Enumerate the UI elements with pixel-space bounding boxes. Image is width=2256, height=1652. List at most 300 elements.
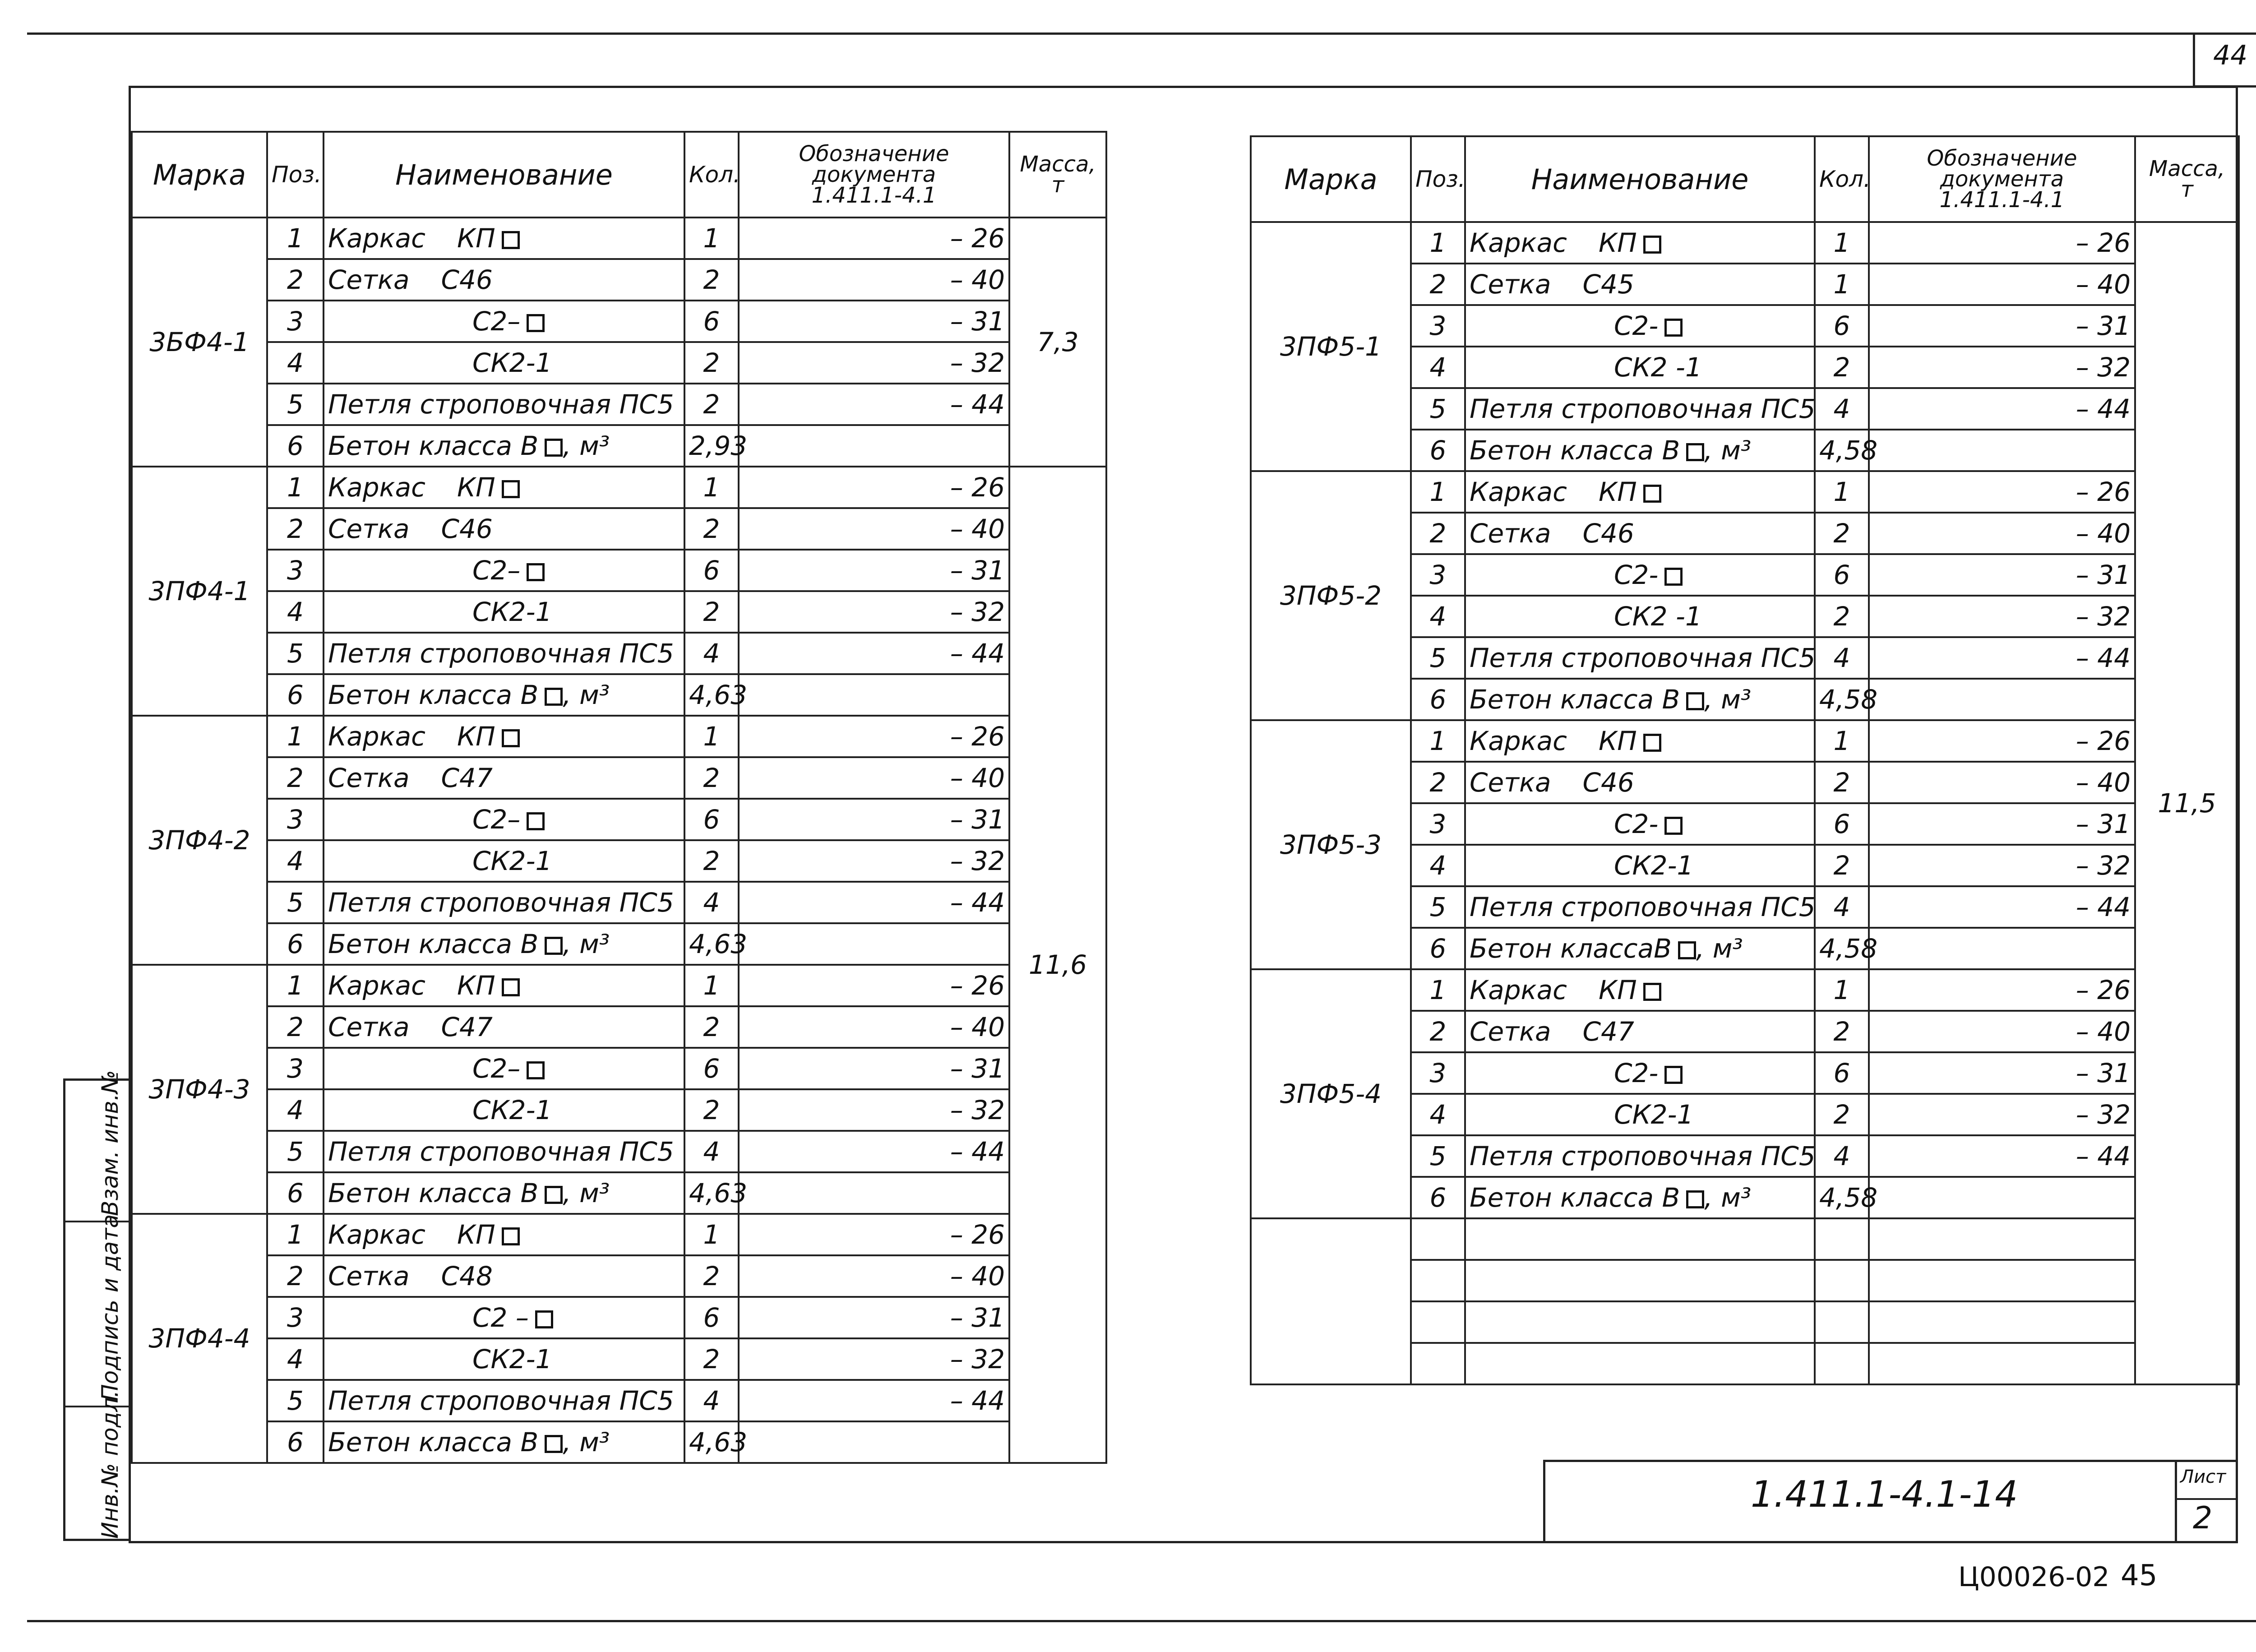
left-spec-table: [131, 131, 1107, 1464]
header-massa-l1: Масса,: [2149, 156, 2225, 181]
kol-cell: 2: [684, 1006, 739, 1048]
table-row: [132, 591, 1106, 633]
poz-cell: 3: [267, 550, 324, 591]
oboz-cell: – 40: [739, 1255, 1009, 1297]
placeholder-box-icon: [1686, 443, 1704, 461]
poz-cell: 1: [267, 965, 324, 1006]
name-cell: [324, 467, 684, 508]
kol-cell: 2: [684, 508, 739, 550]
placeholder-box-icon: [545, 1186, 563, 1204]
empty-cell: [1411, 1260, 1465, 1301]
name-sub: СК2-1: [472, 1344, 552, 1374]
marka-cell: 3ПФ5-1: [1251, 222, 1411, 471]
kol-cell: 4: [684, 882, 739, 923]
kol-cell: 4,58: [1815, 928, 1869, 969]
poz-cell: 5: [267, 1131, 324, 1172]
name-cell: [324, 1297, 684, 1338]
name-main: Петля строповочная ПС5: [328, 389, 674, 420]
table-row: [132, 716, 1106, 757]
name-main: Бетон класса В: [328, 1178, 539, 1208]
empty-cell: [1411, 1343, 1465, 1384]
placeholder-box-icon: [1664, 1066, 1683, 1084]
header-massa-l2: т: [1051, 172, 1064, 198]
poz-cell: 6: [267, 1421, 324, 1463]
name-sub: СК2-1: [1614, 850, 1694, 881]
poz-cell: 3: [267, 1048, 324, 1089]
name-main: Бетон класса В: [328, 929, 539, 959]
poz-cell: 6: [1411, 1177, 1465, 1218]
kol-cell: 1: [684, 965, 739, 1006]
name-cell: [324, 591, 684, 633]
oboz-cell: – 26: [1869, 222, 2135, 264]
placeholder-box-icon: [1678, 941, 1696, 959]
header-massa: [1009, 132, 1106, 217]
name-sub: С46: [441, 264, 493, 295]
name-main: Сетка: [328, 763, 410, 793]
poz-cell: 1: [267, 1214, 324, 1255]
marka-cell: 3ПФ5-4: [1251, 969, 1411, 1218]
oboz-cell: – 26: [739, 467, 1009, 508]
kol-cell: 2: [1815, 1011, 1869, 1052]
oboz-cell: – 40: [739, 508, 1009, 550]
empty-cell: [1869, 1218, 2135, 1260]
name-cell: [324, 1338, 684, 1380]
oboz-cell: – 44: [1869, 388, 2135, 430]
footer-code: Ц00026-02: [1958, 1561, 2110, 1593]
name-sub: С46: [1582, 767, 1634, 798]
table-row: [1251, 720, 2239, 762]
name-main: Петля строповочная ПС5: [328, 887, 674, 918]
name-main: Каркас: [1470, 726, 1567, 756]
oboz-cell: – 44: [739, 384, 1009, 425]
poz-cell: 2: [267, 757, 324, 799]
name-sub: С46: [1582, 518, 1634, 549]
name-sub: С2 –: [472, 1302, 529, 1333]
name-cell: [1465, 471, 1815, 513]
name-cell: [324, 923, 684, 965]
name-sub: С48: [441, 1261, 493, 1291]
right-header-row: [1251, 136, 2239, 222]
kol-cell: 6: [684, 1297, 739, 1338]
poz-cell: 6: [1411, 430, 1465, 471]
name-main: Бетон класса В: [1470, 684, 1680, 715]
oboz-cell: – 31: [1869, 803, 2135, 845]
oboz-cell: – 32: [1869, 347, 2135, 388]
name-cell: [324, 384, 684, 425]
name-cell: [324, 1006, 684, 1048]
poz-cell: 4: [267, 1338, 324, 1380]
oboz-cell: – 31: [739, 301, 1009, 342]
kol-cell: 1: [1815, 720, 1869, 762]
name-cell: [1465, 1135, 1815, 1177]
name-cell: [324, 508, 684, 550]
poz-cell: 3: [1411, 1052, 1465, 1094]
empty-cell: [1411, 1301, 1465, 1343]
header-oboz-l2: документа: [812, 162, 936, 187]
poz-cell: 4: [1411, 845, 1465, 886]
kol-cell: 4,63: [684, 1421, 739, 1463]
oboz-cell: – 32: [739, 1338, 1009, 1380]
name-sub: , м³: [563, 929, 610, 959]
name-main: Петля строповочная ПС5: [328, 638, 674, 669]
poz-cell: 3: [267, 301, 324, 342]
table-row: [1251, 969, 2239, 1011]
name-cell: [324, 1089, 684, 1131]
name-sub: КП: [457, 721, 495, 752]
kol-cell: 1: [1815, 222, 1869, 264]
kol-cell: 6: [684, 550, 739, 591]
name-cell: [1465, 222, 1815, 264]
oboz-cell: – 31: [739, 550, 1009, 591]
name-sub: , м³: [1704, 1182, 1752, 1213]
poz-cell: 2: [267, 1006, 324, 1048]
kol-cell: 6: [684, 1048, 739, 1089]
table-row: [132, 342, 1106, 384]
name-sub: СК2 -1: [1614, 601, 1702, 632]
name-main: Сетка: [328, 1261, 410, 1291]
name-sub: С46: [441, 514, 493, 544]
poz-cell: 1: [1411, 222, 1465, 264]
poz-cell: 2: [1411, 513, 1465, 554]
poz-cell: 3: [267, 1297, 324, 1338]
poz-cell: 5: [1411, 1135, 1465, 1177]
name-sub: С2-: [1614, 560, 1659, 590]
name-sub: , м³: [1704, 684, 1752, 715]
poz-cell: 5: [1411, 637, 1465, 679]
oboz-cell: – 32: [739, 591, 1009, 633]
name-cell: [1465, 679, 1815, 720]
poz-cell: 3: [1411, 554, 1465, 596]
corner-number: 44: [2213, 40, 2248, 71]
name-main: Каркас: [328, 721, 425, 752]
kol-cell: 2: [1815, 513, 1869, 554]
oboz-cell: – 26: [739, 965, 1009, 1006]
oboz-cell: [739, 923, 1009, 965]
table-row: [132, 1338, 1106, 1380]
name-cell: [324, 840, 684, 882]
marka-cell: 3ПФ5-2: [1251, 471, 1411, 720]
table-row: [132, 923, 1106, 965]
oboz-cell: – 26: [1869, 720, 2135, 762]
header-massa: [2135, 136, 2239, 222]
oboz-cell: – 31: [739, 1048, 1009, 1089]
kol-cell: 4,58: [1815, 1177, 1869, 1218]
empty-cell: [1251, 1218, 1411, 1384]
table-row: [1251, 222, 2239, 264]
placeholder-box-icon: [527, 1061, 545, 1079]
name-sub: С45: [1582, 269, 1634, 300]
name-cell: [324, 259, 684, 301]
oboz-cell: – 44: [739, 1380, 1009, 1421]
table-row: [132, 1006, 1106, 1048]
name-cell: [1465, 928, 1815, 969]
header-name: Наименование: [1465, 136, 1815, 222]
name-main: Бетон класса В: [1470, 1182, 1680, 1213]
name-main: Петля строповочная ПС5: [328, 1136, 674, 1167]
name-cell: [1465, 1094, 1815, 1135]
name-cell: [1465, 305, 1815, 347]
name-main: Бетон класса В: [1470, 435, 1680, 466]
placeholder-box-icon: [1643, 983, 1661, 1001]
placeholder-box-icon: [545, 439, 563, 457]
name-cell: [324, 217, 684, 259]
empty-cell: [1411, 1218, 1465, 1260]
marka-cell: 3ПФ4-1: [132, 467, 267, 716]
kol-cell: 2: [684, 591, 739, 633]
name-sub: С2–: [472, 555, 521, 586]
poz-cell: 5: [267, 882, 324, 923]
name-cell: [324, 716, 684, 757]
oboz-cell: – 26: [739, 1214, 1009, 1255]
oboz-cell: – 40: [1869, 264, 2135, 305]
name-sub: С2–: [472, 1053, 521, 1084]
poz-cell: 6: [1411, 928, 1465, 969]
name-main: Каркас: [328, 970, 425, 1001]
kol-cell: 2: [1815, 845, 1869, 886]
kol-cell: 4,63: [684, 674, 739, 716]
name-cell: [1465, 1052, 1815, 1094]
poz-cell: 1: [1411, 471, 1465, 513]
header-oboz-l2: документа: [1940, 167, 2064, 192]
name-sub: КП: [1599, 975, 1637, 1005]
oboz-cell: – 26: [1869, 471, 2135, 513]
oboz-cell: [739, 674, 1009, 716]
oboz-cell: – 32: [1869, 1094, 2135, 1135]
poz-cell: 6: [267, 923, 324, 965]
name-sub: СК2-1: [472, 846, 552, 876]
name-cell: [1465, 969, 1815, 1011]
name-main: Каркас: [1470, 975, 1567, 1005]
name-sub: , м³: [563, 1178, 610, 1208]
name-cell: [1465, 347, 1815, 388]
name-sub: КП: [1599, 477, 1637, 507]
poz-cell: 5: [267, 384, 324, 425]
name-main: Сетка: [328, 264, 410, 295]
header-oboz: [1869, 136, 2135, 222]
placeholder-box-icon: [1686, 692, 1704, 710]
placeholder-box-icon: [1686, 1190, 1704, 1208]
name-cell: [1465, 554, 1815, 596]
kol-cell: 4: [684, 1380, 739, 1421]
table-row: [132, 965, 1106, 1006]
name-cell: [324, 1421, 684, 1463]
kol-cell: 1: [684, 1214, 739, 1255]
name-main: Каркас: [1470, 227, 1567, 258]
left-table-body: [132, 217, 1106, 1463]
name-cell: [324, 757, 684, 799]
list-label: Лист: [2180, 1467, 2226, 1487]
marka-cell: 3ПФ5-3: [1251, 720, 1411, 969]
name-cell: [1465, 886, 1815, 928]
table-row: [132, 1131, 1106, 1172]
oboz-cell: – 31: [1869, 554, 2135, 596]
table-row: [132, 840, 1106, 882]
empty-cell: [1815, 1343, 1869, 1384]
empty-cell: [1815, 1301, 1869, 1343]
name-cell: [324, 550, 684, 591]
name-cell: [324, 342, 684, 384]
kol-cell: 2: [1815, 762, 1869, 803]
placeholder-box-icon: [502, 1227, 520, 1245]
table-row: [132, 1421, 1106, 1463]
name-sub: С2-: [1614, 1058, 1659, 1088]
poz-cell: 6: [267, 425, 324, 467]
placeholder-box-icon: [545, 1435, 563, 1453]
placeholder-box-icon: [527, 314, 545, 332]
kol-cell: 1: [684, 716, 739, 757]
name-sub: С2–: [472, 804, 521, 835]
header-poz: Поз.: [267, 132, 324, 217]
name-main: Бетон класса В: [328, 1427, 539, 1458]
poz-cell: 4: [267, 591, 324, 633]
oboz-cell: – 40: [739, 757, 1009, 799]
kol-cell: 4,63: [684, 923, 739, 965]
kol-cell: 2: [1815, 596, 1869, 637]
bottom-border-line: [27, 1620, 2256, 1622]
oboz-cell: – 40: [1869, 762, 2135, 803]
table-row: [132, 550, 1106, 591]
name-main: Сетка: [328, 1012, 410, 1042]
poz-cell: 4: [1411, 1094, 1465, 1135]
table-row: [132, 508, 1106, 550]
name-cell: [1465, 596, 1815, 637]
name-main: Каркас: [328, 472, 425, 503]
name-sub: КП: [457, 472, 495, 503]
name-cell: [1465, 1177, 1815, 1218]
name-cell: [1465, 1011, 1815, 1052]
empty-cell: [1869, 1260, 2135, 1301]
name-main: Петля строповочная ПС5: [1470, 393, 1816, 424]
poz-cell: 3: [1411, 305, 1465, 347]
oboz-cell: – 44: [739, 882, 1009, 923]
poz-cell: 5: [1411, 886, 1465, 928]
header-name: Наименование: [324, 132, 684, 217]
oboz-cell: – 31: [739, 799, 1009, 840]
header-marka: Марка: [132, 132, 267, 217]
kol-cell: 2: [684, 757, 739, 799]
name-sub: С47: [441, 763, 493, 793]
name-sub: , м³: [1696, 933, 1743, 964]
poz-cell: 5: [267, 1380, 324, 1421]
oboz-cell: – 44: [739, 633, 1009, 674]
oboz-cell: [739, 1172, 1009, 1214]
name-sub: КП: [457, 970, 495, 1001]
poz-cell: 2: [1411, 264, 1465, 305]
name-cell: [1465, 845, 1815, 886]
footer-page: 45: [2121, 1559, 2158, 1592]
title-block-list-divider: [2175, 1498, 2238, 1500]
name-cell: [1465, 637, 1815, 679]
name-main: Бетон классаВ: [1470, 933, 1672, 964]
side-stamp-vzam-inv: Взам. инв.№: [97, 1070, 123, 1216]
header-kol: Кол.: [1815, 136, 1869, 222]
oboz-cell: – 31: [1869, 305, 2135, 347]
table-row: [132, 633, 1106, 674]
name-cell: [1465, 720, 1815, 762]
name-sub: , м³: [563, 680, 610, 710]
kol-cell: 2,93: [684, 425, 739, 467]
table-row: [132, 217, 1106, 259]
table-row: [132, 259, 1106, 301]
name-main: Каркас: [328, 1219, 425, 1250]
name-cell: [1465, 762, 1815, 803]
name-main: Петля строповочная ПС5: [1470, 1141, 1816, 1171]
kol-cell: 2: [684, 1089, 739, 1131]
empty-cell: [1869, 1343, 2135, 1384]
oboz-cell: – 31: [1869, 1052, 2135, 1094]
poz-cell: 3: [267, 799, 324, 840]
kol-cell: 1: [684, 467, 739, 508]
name-sub: С47: [1582, 1016, 1634, 1047]
placeholder-box-icon: [545, 688, 563, 706]
table-row: [132, 425, 1106, 467]
poz-cell: 2: [1411, 762, 1465, 803]
name-sub: СК2-1: [472, 347, 552, 378]
kol-cell: 2: [1815, 1094, 1869, 1135]
name-cell: [1465, 264, 1815, 305]
oboz-cell: [1869, 679, 2135, 720]
empty-row: [1251, 1218, 2239, 1260]
name-main: Петля строповочная ПС5: [1470, 643, 1816, 673]
oboz-cell: [739, 425, 1009, 467]
empty-cell: [1815, 1218, 1869, 1260]
name-cell: [324, 1131, 684, 1172]
poz-cell: 1: [267, 467, 324, 508]
name-cell: [324, 1255, 684, 1297]
side-stamp-podpis-data: Подпись и дата: [97, 1214, 123, 1401]
name-cell: [324, 1214, 684, 1255]
kol-cell: 6: [684, 301, 739, 342]
kol-cell: 6: [1815, 305, 1869, 347]
kol-cell: 2: [684, 1338, 739, 1380]
poz-cell: 6: [1411, 679, 1465, 720]
name-sub: , м³: [563, 1427, 610, 1458]
header-oboz: [739, 132, 1009, 217]
kol-cell: 4,63: [684, 1172, 739, 1214]
name-sub: С47: [441, 1012, 493, 1042]
top-border-line: [27, 32, 2256, 35]
oboz-cell: [1869, 928, 2135, 969]
poz-cell: 5: [267, 633, 324, 674]
name-main: Сетка: [1470, 767, 1551, 798]
oboz-cell: [1869, 430, 2135, 471]
placeholder-box-icon: [1664, 817, 1683, 835]
oboz-cell: [739, 1421, 1009, 1463]
name-main: Бетон класса В: [328, 430, 539, 461]
table-row: [132, 1380, 1106, 1421]
name-cell: [324, 674, 684, 716]
oboz-cell: – 32: [739, 1089, 1009, 1131]
header-massa-l2: т: [2181, 177, 2193, 202]
poz-cell: 4: [1411, 347, 1465, 388]
oboz-cell: – 32: [1869, 596, 2135, 637]
header-oboz-l3: 1.411.1-4.1: [811, 183, 937, 208]
table-row: [132, 1048, 1106, 1089]
header-poz: Поз.: [1411, 136, 1465, 222]
kol-cell: 4,58: [1815, 679, 1869, 720]
empty-cell: [1465, 1301, 1815, 1343]
name-cell: [1465, 430, 1815, 471]
kol-cell: 2: [684, 1255, 739, 1297]
name-main: Сетка: [1470, 1016, 1551, 1047]
placeholder-box-icon: [527, 812, 545, 830]
marka-cell: 3ПФ4-4: [132, 1214, 267, 1463]
poz-cell: 1: [267, 217, 324, 259]
poz-cell: 1: [1411, 720, 1465, 762]
poz-cell: 1: [267, 716, 324, 757]
name-main: Петля строповочная ПС5: [1470, 892, 1816, 922]
table-row: [132, 1297, 1106, 1338]
